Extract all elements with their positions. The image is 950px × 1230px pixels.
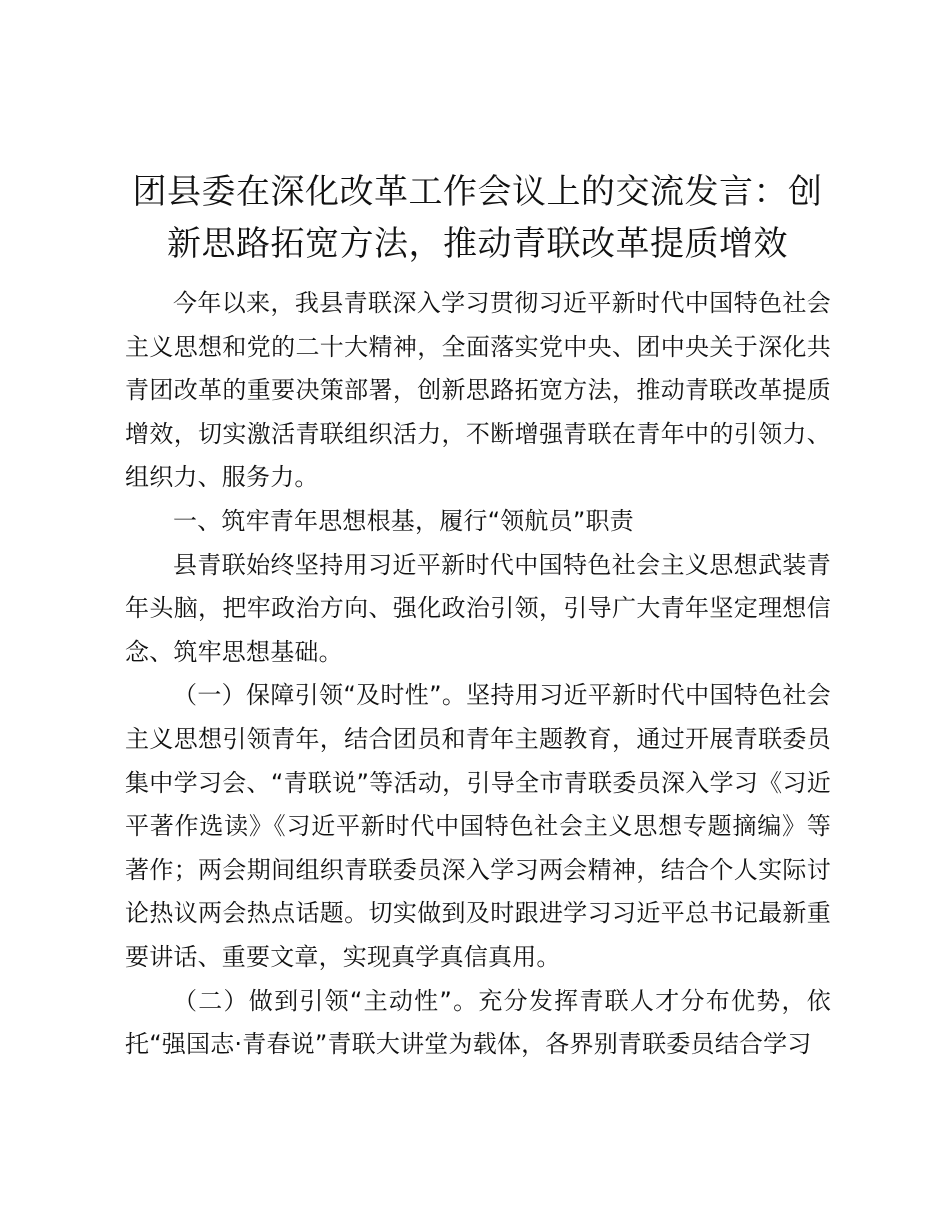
- section-heading-1: 一、筑牢青年思想根基，履行“领航员”职责: [173, 506, 634, 535]
- document-body: [125, 282, 831, 1067]
- intro-paragraph: 今年以来，我县青联深入学习贯彻习近平新时代中国特色社会主义思想和党的二十大精神，全面落实党中央、团中央关于深化共青团改革的重要决策部署，创新思路拓宽方法，推动青联改革提质增效，切实激活青联组织活力，不断增强青联在青年中的引领力、组织力、服务力。: [125, 289, 831, 492]
- subsection-2-paragraph: （二）做到引领“主动性”。充分发挥青联人才分布优势，依托“强国志·青春说”青联大讲堂为载体，各界别青联委员结合学习: [125, 986, 831, 1059]
- document-title: 团县委在深化改革工作会议上的交流发言：创新思路拓宽方法，推动青联改革提质增效: [132, 172, 823, 264]
- subsection-1-paragraph: （一）保障引领“及时性”。坚持用习近平新时代中国特色社会主义思想引领青年，结合团员和青年主题教育，通过开展青联委员集中学习会、“青联说”等活动，引导全市青联委员深入学习《习近平著作选读》《习近平新时代中国特色社会主义思想专题摘编》等著作；两会期间组织青联委员深入学习两会精神，结合个人实际讨论热议两会热点话题。切实做到及时跟进学习习近平总书记最新重要讲话、重要文章，实现真学真信真用。: [125, 681, 831, 971]
- section-1-paragraph: 县青联始终坚持用习近平新时代中国特色社会主义思想武装青年头脑，把牢政治方向、强化政治引领，引导广大青年坚定理想信念、筑牢思想基础。: [125, 550, 831, 666]
